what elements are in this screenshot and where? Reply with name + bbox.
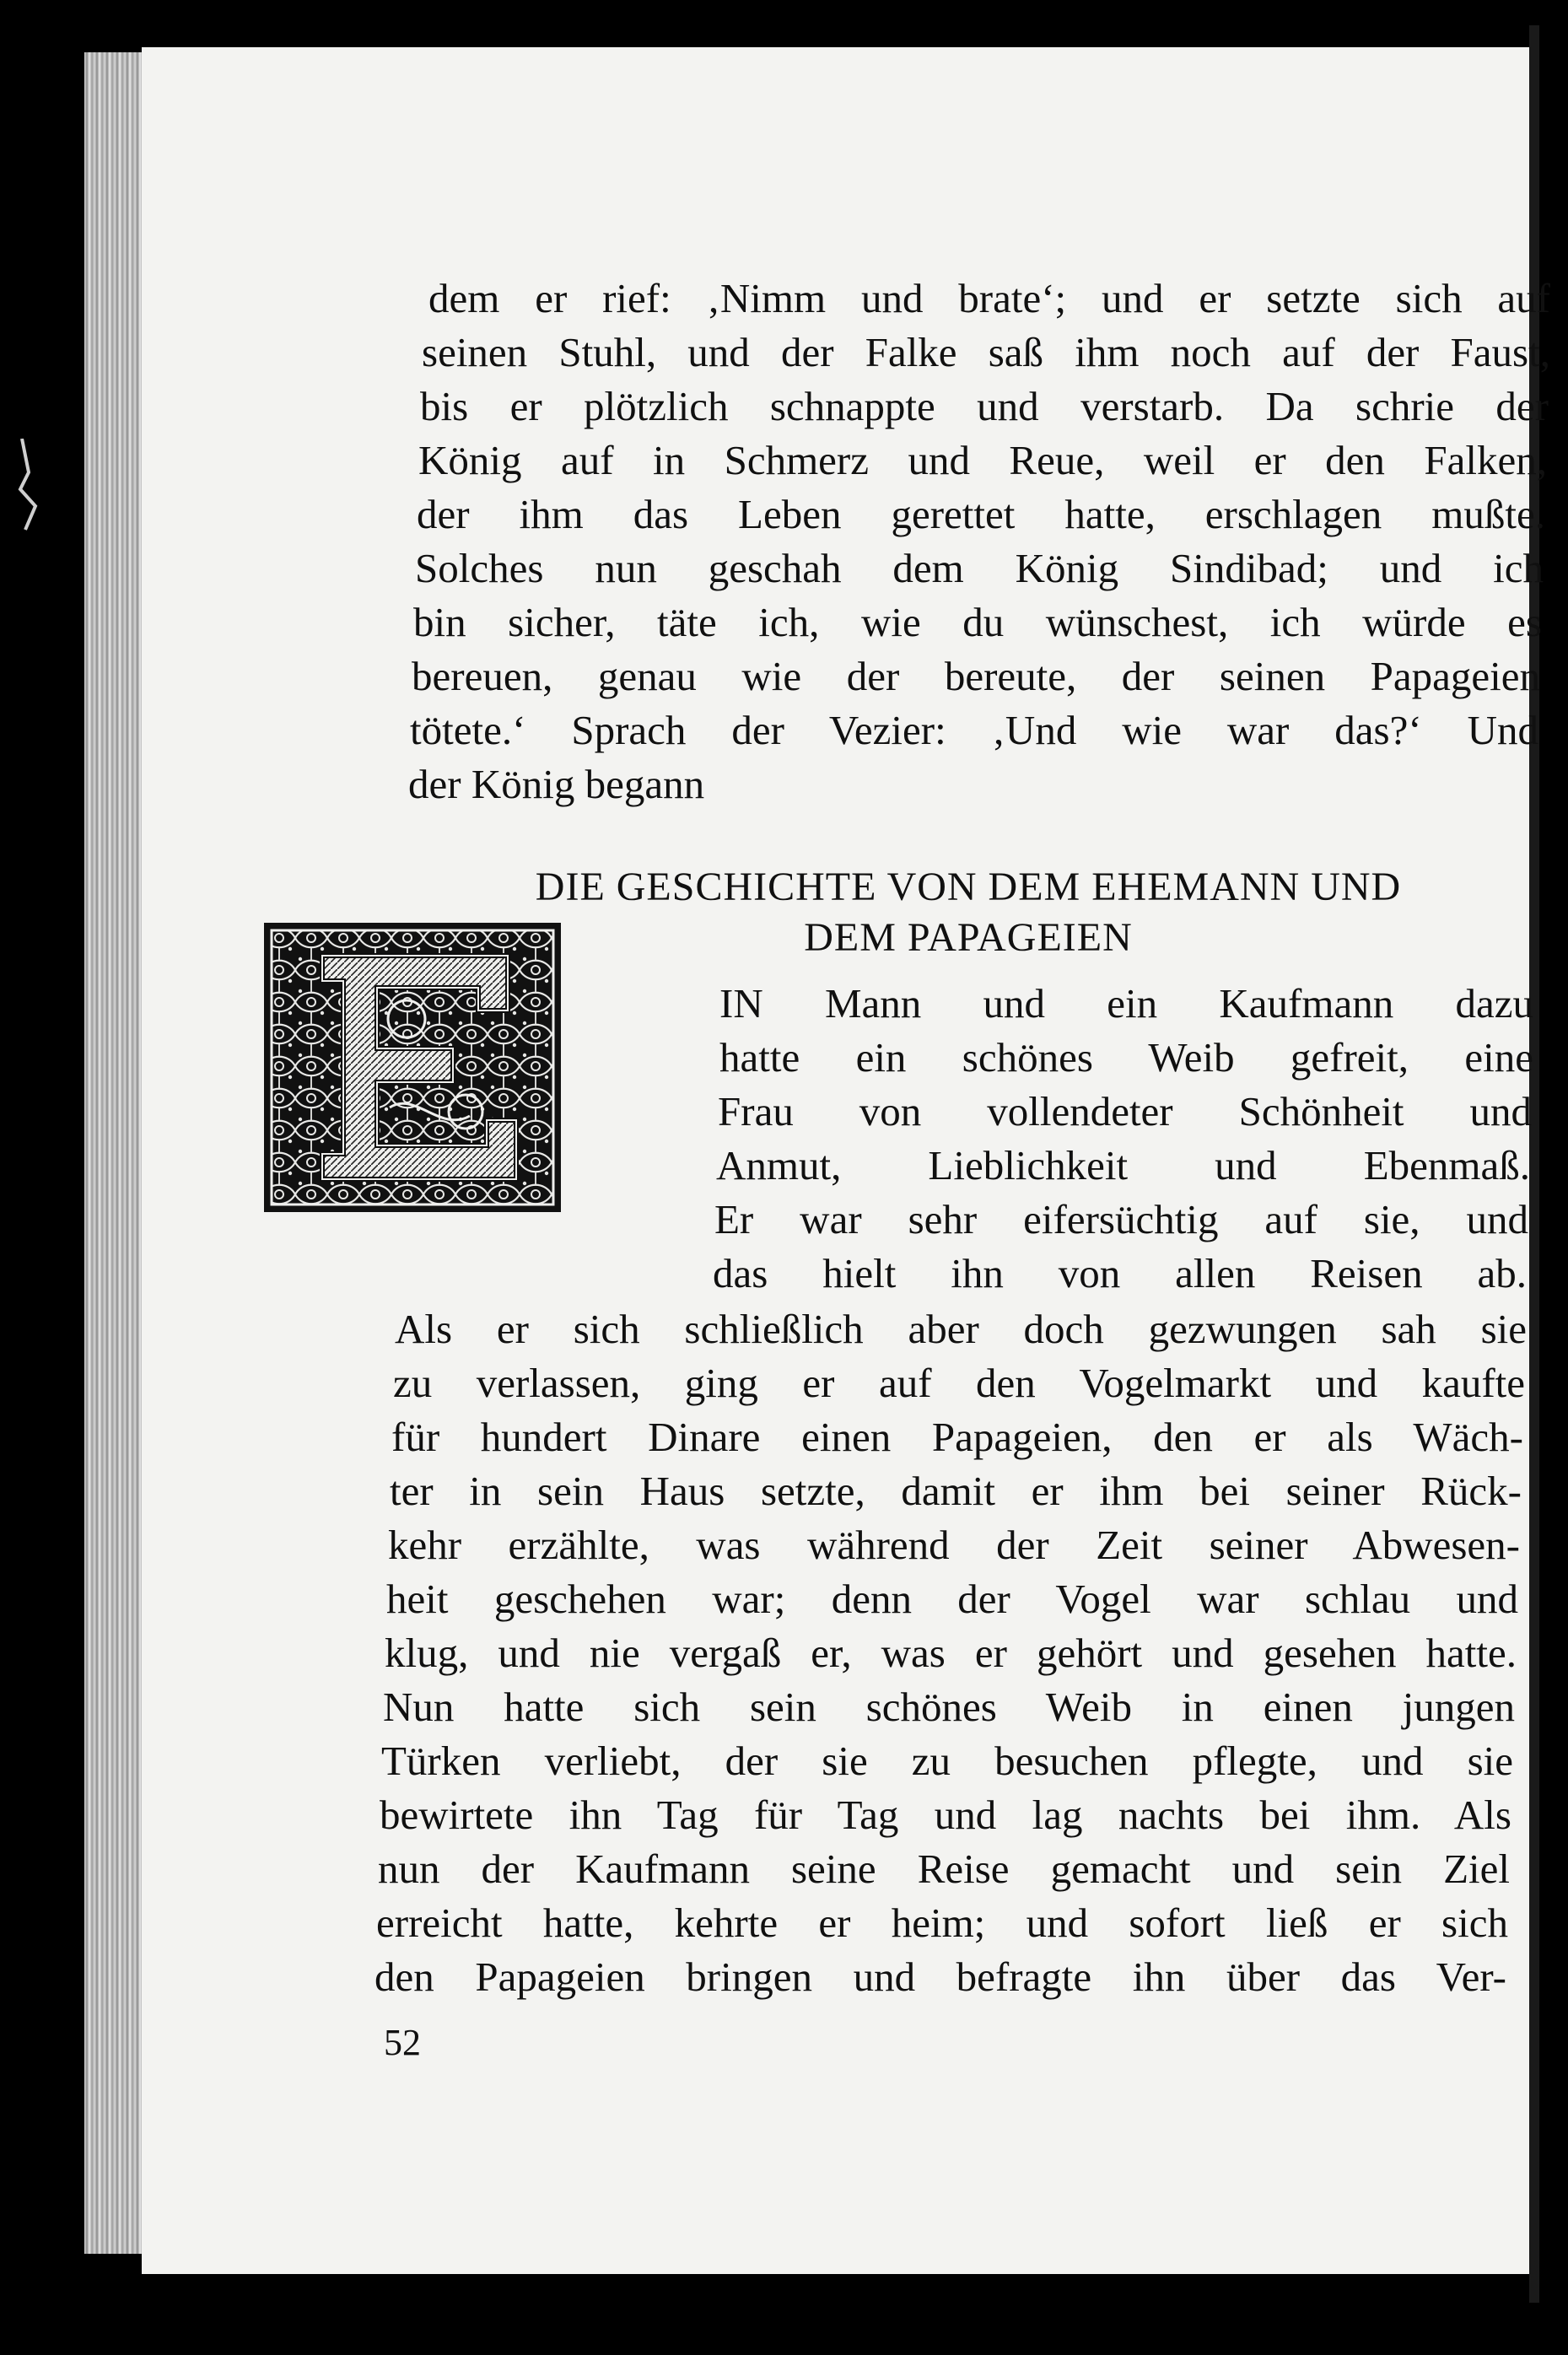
text-line: Er war sehr eifersüchtig auf sie, und [714,1196,1528,1242]
text-line: für hundert Dinare einen Papageien, den er als Wäch- [391,1414,1523,1460]
text-line: IN Mann und ein Kaufmann dazu [719,980,1533,1027]
text-line: Frau von vollendeter Schönheit und [718,1088,1532,1134]
margin-mark [17,439,40,531]
text-line: bis er plötzlich schnappte und verstarb. Da schrie der [420,383,1549,429]
text-line: das hielt ihn von allen Reisen ab. [713,1250,1527,1296]
text-line: bin sicher, täte ich, wie du wünschest, ich würde es [413,599,1542,645]
text-line: Als er sich schließlich aber doch gezwungen sah sie [395,1306,1527,1352]
text-line: Nun hatte sich sein schönes Weib in einen jungen [383,1684,1515,1730]
story-title-line-2: DEM PAPAGEIEN [804,915,1133,960]
text-line: erreicht hatte, kehrte er heim; und sofort ließ er sich [376,1900,1508,1946]
text-line: kehr erzählte, was während der Zeit seiner Abwesen- [388,1522,1520,1568]
text-line: dem er rief: ‚Nimm und brate‘; und er setzte sich auf [428,275,1550,321]
book-spine-edge [84,52,148,2254]
text-line: heit geschehen war; denn der Vogel war schlau und [386,1576,1518,1622]
text-line: seinen Stuhl, und der Falke saß ihm noch auf der Faust, [422,329,1550,375]
text-line: den Papageien bringen und befragte ihn über das Ver- [374,1954,1506,2000]
text-line: ter in sein Haus setzte, damit er ihm bei seiner Rück- [390,1468,1522,1514]
text-line: der ihm das Leben gerettet hatte, erschlagen mußte. [417,491,1545,537]
text-line: klug, und nie vergaß er, was er gehört und gesehen hatte. [385,1630,1517,1676]
text-line: nun der Kaufmann seine Reise gemacht und sein Ziel [378,1846,1510,1892]
story-title-line-1: DIE GESCHICHTE VON DEM EHEMANN UND [535,865,1402,909]
text-line: hatte ein schönes Weib gefreit, eine [719,1034,1533,1080]
ornamental-initial-e [263,922,562,1213]
text-line: zu verlassen, ging er auf den Vogelmarkt und kaufte [393,1360,1525,1406]
text-line: Anmut, Lieblichkeit und Ebenmaß. [716,1142,1530,1188]
text-line: bewirtete ihn Tag für Tag und lag nachts bei ihm. Als [380,1792,1511,1838]
text-line: Türken verliebt, der sie zu besuchen pflegte, und sie [381,1738,1513,1784]
text-line: König auf in Schmerz und Reue, weil er den Falken, [418,437,1547,483]
text-line: tötete.‘ Sprach der Vezier: ‚Und wie war das?‘ Und [410,707,1538,753]
text-line: bereuen, genau wie der bereute, der seinen Papageien [412,653,1540,699]
text-line: Solches nun geschah dem König Sindibad; und ich [415,545,1544,591]
text-line: der König begann [408,761,705,807]
page-number: 52 [384,2022,421,2063]
